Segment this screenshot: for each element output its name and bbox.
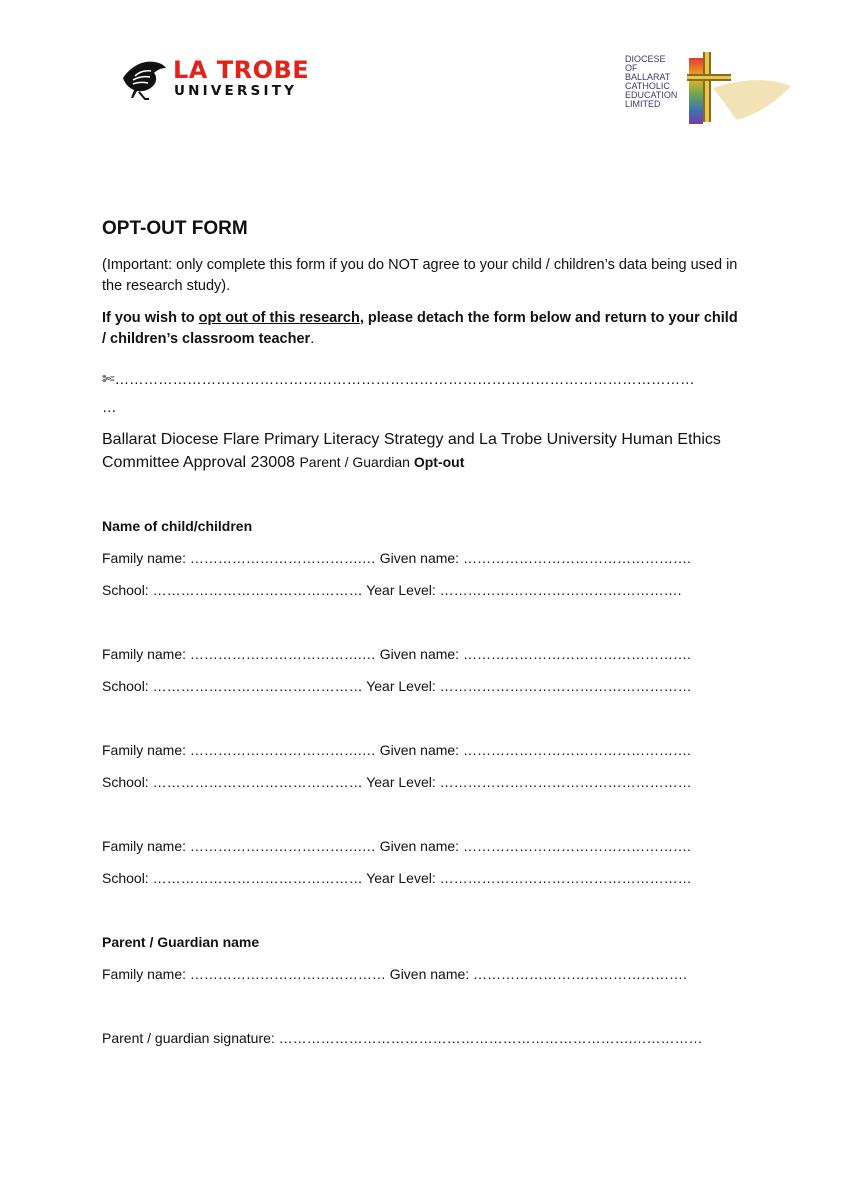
study-approval: Committee Approval 23008 <box>102 454 295 471</box>
cut-line-dots: ………………………………………………………………………………………………………… <box>114 372 695 388</box>
diocese-logo <box>625 50 795 130</box>
la-trobe-logo <box>118 56 308 102</box>
form-title: OPT-OUT FORM <box>102 218 248 239</box>
diocese-logo-text <box>625 55 677 109</box>
diocese-line: OF <box>625 63 638 73</box>
child-family-given-field[interactable]: Family name: ……………………………….… Given name: …………………………………………. <box>102 838 691 854</box>
instruction-text <box>102 308 742 350</box>
child-school-year-field[interactable]: School: ……………………………………… Year Level: ……………………………………………… <box>102 870 692 886</box>
diocese-line: EDUCATION <box>625 90 678 100</box>
diocese-line: BALLARAT <box>625 72 671 82</box>
parent-family-given-field[interactable]: Family name: …………………………………… Given name: ………………………………………. <box>102 966 687 982</box>
child-school-year-field[interactable]: School: ……………………………………… Year Level: ……………………………………………… <box>102 678 692 694</box>
diocese-line: LIMITED <box>625 99 661 109</box>
important-note: (Important: only complete this form if you do NOT agree to your child / children’s data being used in the research study). <box>102 257 738 294</box>
instruction-opt-out-emphasis: opt out of this research <box>198 310 360 326</box>
child-family-given-field[interactable]: Family name: ……………………………….… Given name: …………………………………………. <box>102 646 691 662</box>
logo-text-university: UNIVERSITY <box>174 83 298 99</box>
diocese-line: CATHOLIC <box>625 81 670 91</box>
cut-line <box>102 370 742 391</box>
child-school-year-field[interactable]: School: ……………………………………… Year Level: ……………………………………………. <box>102 582 682 598</box>
instruction-part3: , please detach the form below and return to your child / children’s classroom teacher <box>102 310 738 347</box>
cut-line-continuation: … <box>102 400 117 416</box>
scissors-icon: ✄ <box>102 370 115 388</box>
pelican-icon <box>121 58 167 100</box>
diocese-line: DIOCESE <box>625 54 666 64</box>
child-family-given-field[interactable]: Family name: ……………………………….… Given name: …………………………………………. <box>102 550 691 566</box>
instruction-part1: If you wish to <box>102 310 199 326</box>
study-parent-guardian: Parent / Guardian <box>299 454 414 470</box>
study-line-2 <box>102 451 464 474</box>
instruction-period: . <box>310 331 315 347</box>
study-opt-out: Opt-out <box>413 454 465 470</box>
parent-heading: Parent / Guardian name <box>102 934 260 950</box>
cross-icon <box>685 50 795 128</box>
study-line-1: Ballarat Diocese Flare Primary Literacy Strategy and La Trobe University Human Ethics <box>102 431 721 448</box>
logo-text-la-trobe: LA TROBE <box>173 56 310 84</box>
parent-signature-field[interactable]: Parent / guardian signature: ………………………………………………………………….…………… <box>102 1030 703 1046</box>
child-family-given-field[interactable]: Family name: ……………………………….… Given name: …………………………………………. <box>102 742 691 758</box>
children-heading: Name of child/children <box>102 518 253 534</box>
child-school-year-field[interactable]: School: ……………………………………… Year Level: ……………………………………………… <box>102 774 692 790</box>
